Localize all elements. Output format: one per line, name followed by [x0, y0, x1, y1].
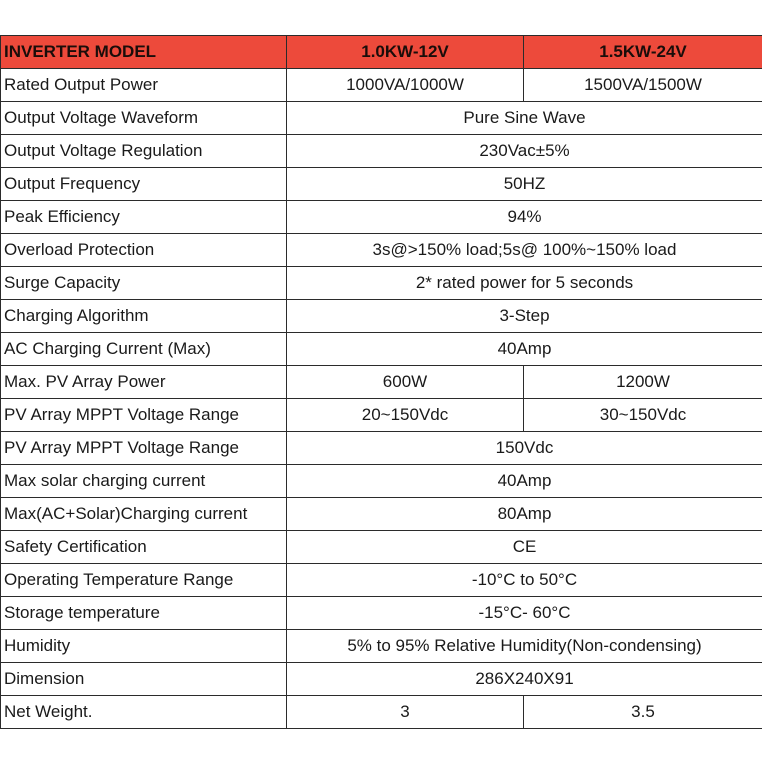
row-value-a: 600W: [287, 366, 524, 399]
spec-table: [0, 35, 762, 729]
table-row: [1, 663, 762, 696]
row-label: Max solar charging current: [1, 465, 287, 498]
row-label: PV Array MPPT Voltage Range: [1, 432, 287, 465]
row-label: Output Voltage Waveform: [1, 102, 287, 135]
row-label: Humidity: [1, 630, 287, 663]
row-label: Surge Capacity: [1, 267, 287, 300]
row-value: 3-Step: [287, 300, 762, 333]
row-label: Storage temperature: [1, 597, 287, 630]
row-label: Output Frequency: [1, 168, 287, 201]
row-value: 150Vdc: [287, 432, 762, 465]
row-value: 5% to 95% Relative Humidity(Non-condensing): [287, 630, 762, 663]
table-row: [1, 465, 762, 498]
row-value-b: 1200W: [524, 366, 762, 399]
table-row: [1, 267, 762, 300]
row-value: 40Amp: [287, 465, 762, 498]
table-row: [1, 168, 762, 201]
row-value: 80Amp: [287, 498, 762, 531]
row-label: Dimension: [1, 663, 287, 696]
row-label: Charging Algorithm: [1, 300, 287, 333]
table-row: [1, 564, 762, 597]
row-label: Max. PV Array Power: [1, 366, 287, 399]
row-value: 3s@>150% load;5s@ 100%~150% load: [287, 234, 762, 267]
row-value: Pure Sine Wave: [287, 102, 762, 135]
header-row: [1, 36, 762, 69]
row-label: Max(AC+Solar)Charging current: [1, 498, 287, 531]
table-row: [1, 498, 762, 531]
table-row: [1, 201, 762, 234]
row-value: CE: [287, 531, 762, 564]
header-model-b: 1.5KW-24V: [524, 36, 762, 69]
table-row: [1, 300, 762, 333]
table-row: [1, 630, 762, 663]
row-value-b: 3.5: [524, 696, 762, 729]
row-value-a: 3: [287, 696, 524, 729]
row-label: PV Array MPPT Voltage Range: [1, 399, 287, 432]
table-row: [1, 234, 762, 267]
table-row: [1, 696, 762, 729]
row-value: -15°C- 60°C: [287, 597, 762, 630]
row-label: Net Weight.: [1, 696, 287, 729]
table-row: [1, 432, 762, 465]
row-label: Operating Temperature Range: [1, 564, 287, 597]
row-value: 40Amp: [287, 333, 762, 366]
row-label: Output Voltage Regulation: [1, 135, 287, 168]
header-model-a: 1.0KW-12V: [287, 36, 524, 69]
row-value-a: 20~150Vdc: [287, 399, 524, 432]
row-label: Safety Certification: [1, 531, 287, 564]
row-value-b: 30~150Vdc: [524, 399, 762, 432]
row-value: 50HZ: [287, 168, 762, 201]
table-row: [1, 366, 762, 399]
row-label: Rated Output Power: [1, 69, 287, 102]
row-value: 286X240X91: [287, 663, 762, 696]
row-value-b: 1500VA/1500W: [524, 69, 762, 102]
table-row: [1, 69, 762, 102]
table-row: [1, 399, 762, 432]
table-row: [1, 333, 762, 366]
row-value: 94%: [287, 201, 762, 234]
table-row: [1, 102, 762, 135]
row-value: 230Vac±5%: [287, 135, 762, 168]
table-row: [1, 135, 762, 168]
row-value: -10°C to 50°C: [287, 564, 762, 597]
row-value-a: 1000VA/1000W: [287, 69, 524, 102]
row-value: 2* rated power for 5 seconds: [287, 267, 762, 300]
table-row: [1, 597, 762, 630]
header-label: INVERTER MODEL: [1, 36, 287, 69]
row-label: AC Charging Current (Max): [1, 333, 287, 366]
row-label: Peak Efficiency: [1, 201, 287, 234]
table-row: [1, 531, 762, 564]
row-label: Overload Protection: [1, 234, 287, 267]
